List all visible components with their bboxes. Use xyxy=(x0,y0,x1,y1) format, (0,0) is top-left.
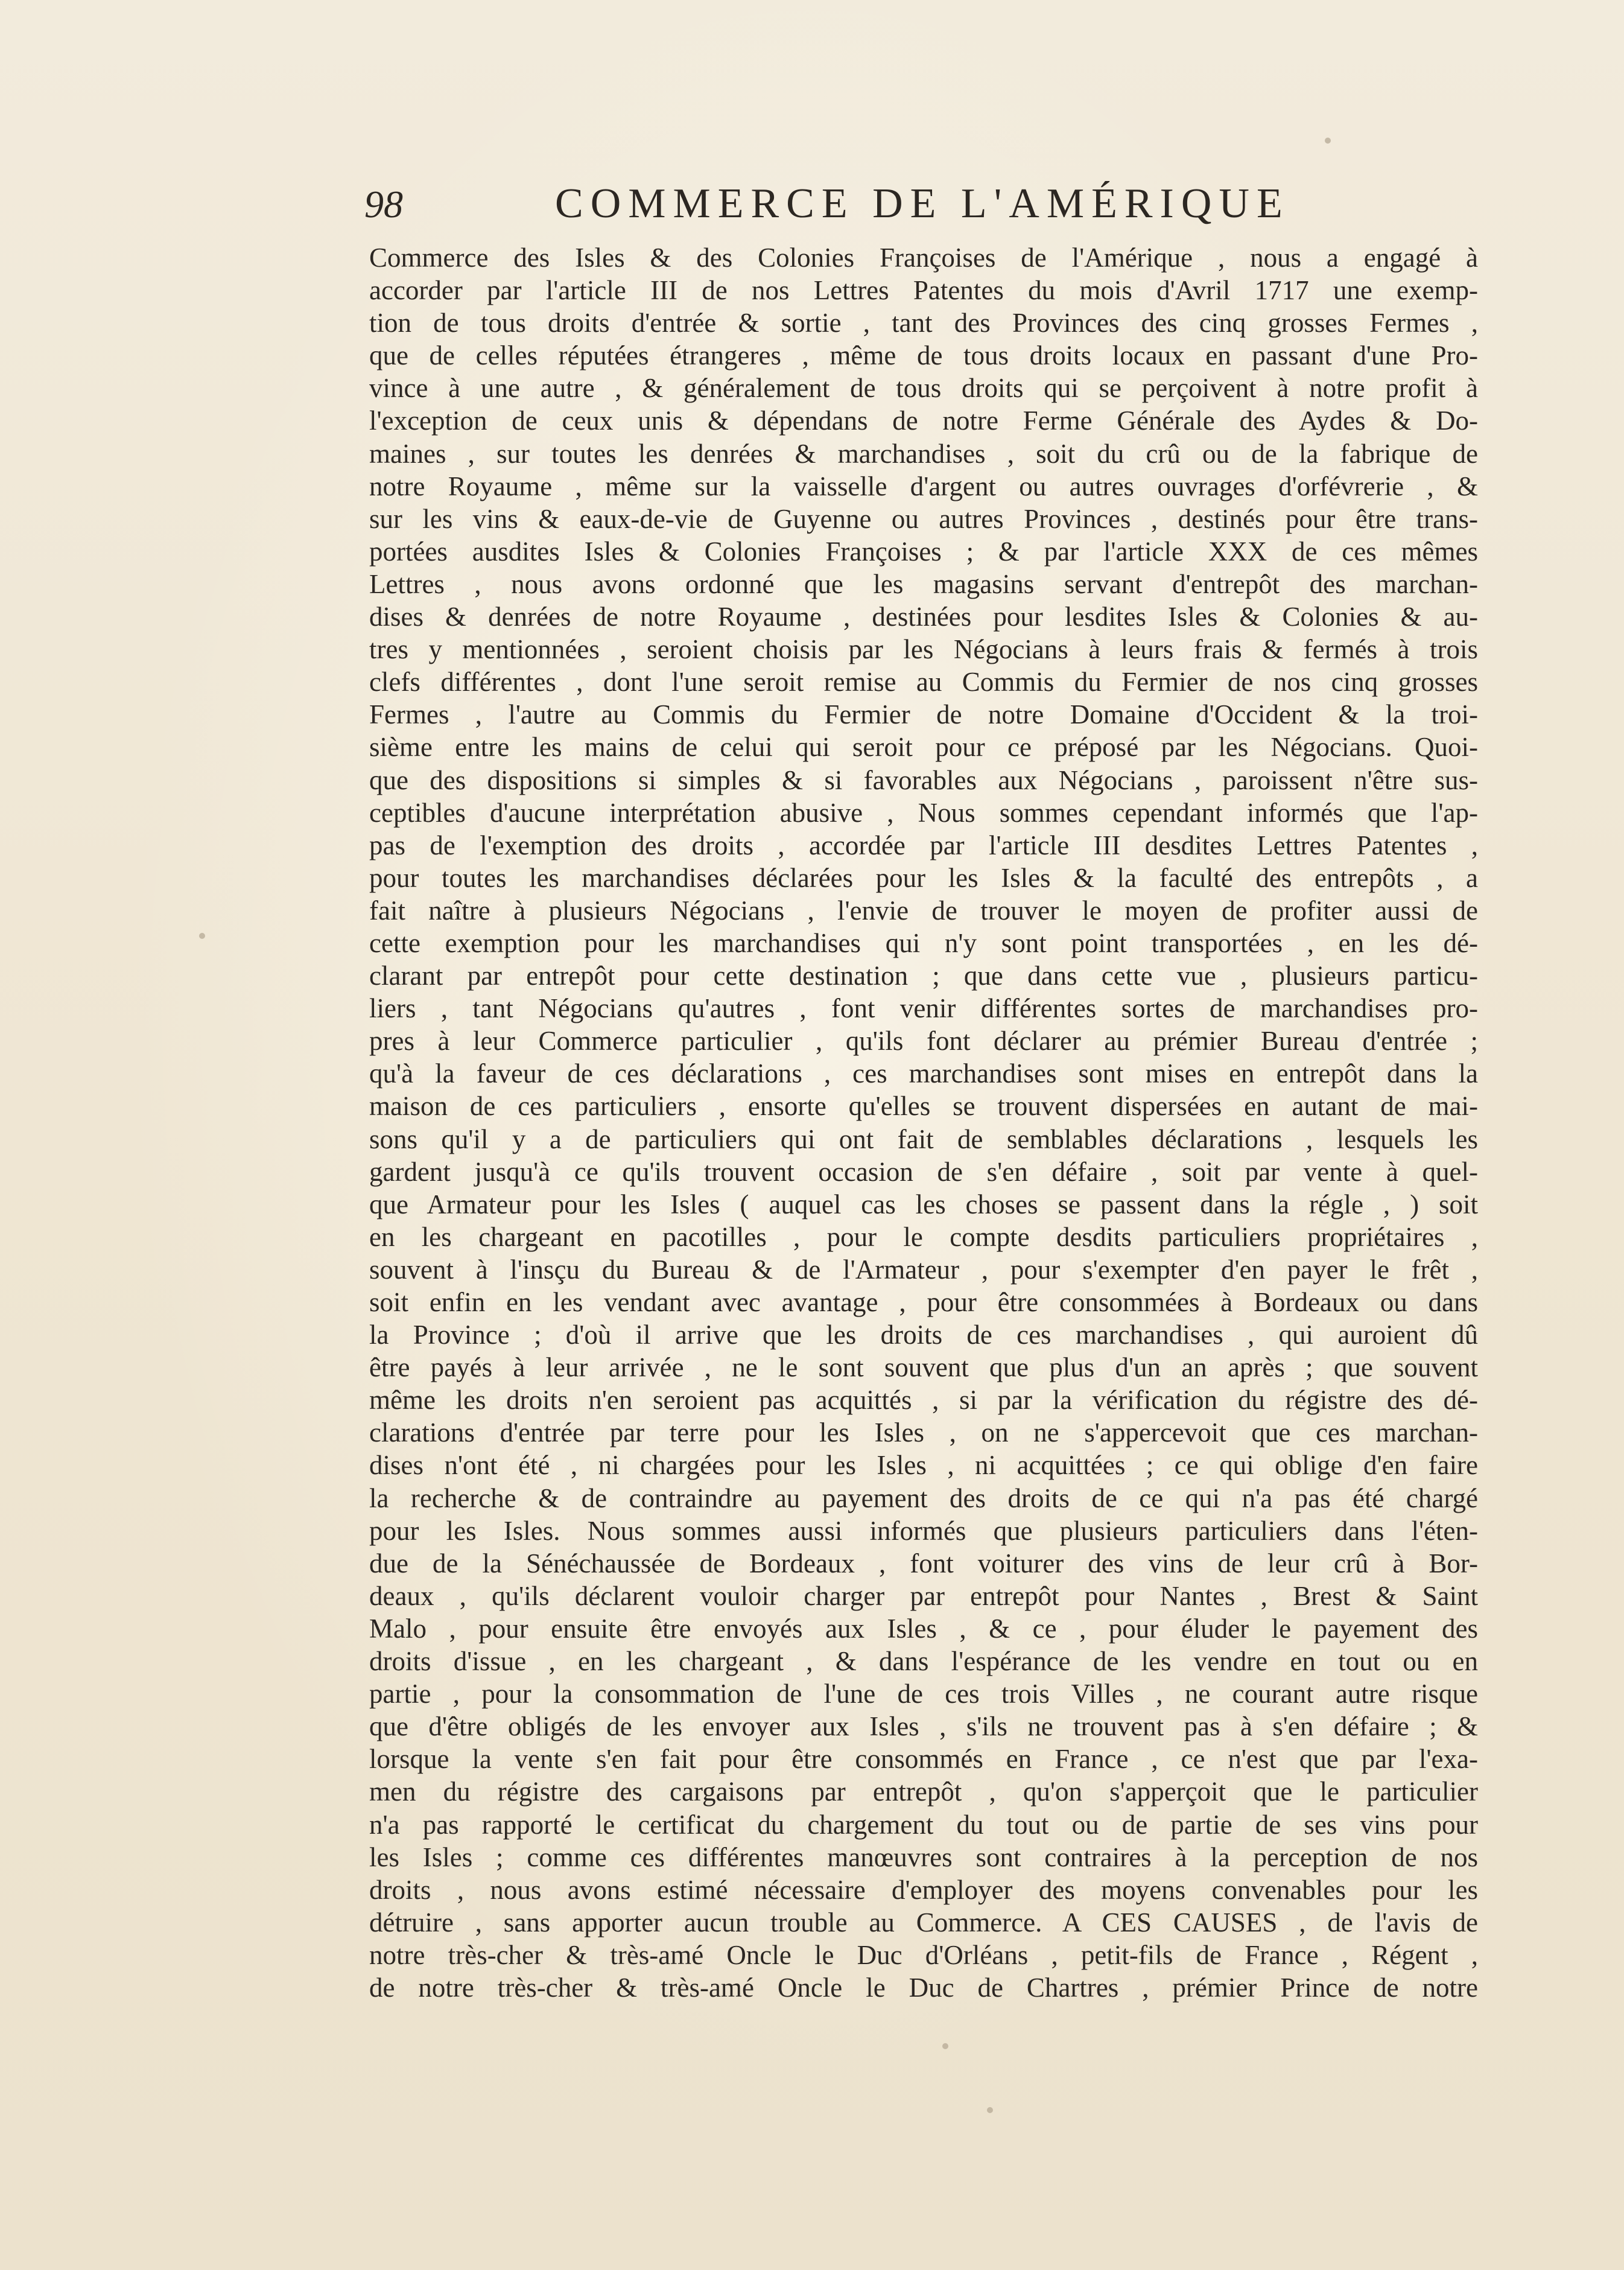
text-line: soit enfin en les vendant avec avantage , pour être consommées à Bordeaux ou dans xyxy=(369,1287,1478,1317)
text-line: gardent jusqu'à ce qu'ils trouvent occasion de s'en défaire , soit par vente à quel- xyxy=(369,1156,1478,1187)
text-line: sur les vins & eaux-de-vie de Guyenne ou autres Provinces , destinés pour être trans- xyxy=(369,503,1478,534)
text-line: tion de tous droits d'entrée & sortie , tant des Provinces des cinq grosses Fermes , xyxy=(369,308,1478,339)
text-line: ceptibles d'aucune interprétation abusive , Nous sommes cependant informés que l'ap- xyxy=(369,797,1478,828)
text-line: pas de l'exemption des droits , accordée par l'article III desdites Lettres Patentes , xyxy=(369,830,1478,860)
text-line: portées ausdites Isles & Colonies Françoises ; & par l'article XXX de ces mêmes xyxy=(369,536,1478,567)
text-line: deaux , qu'ils déclarent vouloir charger par entrepôt pour Nantes , Brest & Saint xyxy=(369,1580,1478,1611)
paper-speck xyxy=(1325,138,1331,144)
text-line: être payés à leur arrivée , ne le sont souvent que plus d'un an après ; que souvent xyxy=(369,1352,1478,1383)
text-line: liers , tant Négocians qu'autres , font venir différentes sortes de marchandises pro- xyxy=(369,993,1478,1024)
text-line: clefs différentes , dont l'une seroit remise au Commis du Fermier de nos cinq grosses xyxy=(369,667,1478,698)
text-line: accorder par l'article III de nos Lettres Patentes du mois d'Avril 1717 une exemp- xyxy=(369,275,1478,306)
text-line: sons qu'il y a de particuliers qui ont fait de semblables déclarations , lesquels les xyxy=(369,1124,1478,1154)
text-line: que Armateur pour les Isles ( auquel cas les choses se passent dans la régle , ) soit xyxy=(369,1189,1478,1219)
text-line: détruire , sans apporter aucun trouble au Commerce. A CES CAUSES , de l'avis de xyxy=(369,1907,1478,1938)
text-line: pres à leur Commerce particulier , qu'ils font déclarer au prémier Bureau d'entrée ; xyxy=(369,1026,1478,1057)
text-line: men du régistre des cargaisons par entrepôt , qu'on s'apperçoit que le particulier xyxy=(369,1776,1478,1807)
text-line: la Province ; d'où il arrive que les droits de ces marchandises , qui auroient dû xyxy=(369,1320,1478,1350)
text-line: dises n'ont été , ni chargées pour les Isles , ni acquittées ; ce qui oblige d'en faire xyxy=(369,1450,1478,1481)
text-line: Lettres , nous avons ordonné que les magasins servant d'entrepôt des marchan- xyxy=(369,568,1478,599)
text-line: maison de ces particuliers , ensorte qu'elles se trouvent dispersées en autant de mai- xyxy=(369,1091,1478,1122)
text-line: clarations d'entrée par terre pour les Isles , on ne s'appercevoit que ces marchan- xyxy=(369,1417,1478,1448)
text-line: Malo , pour ensuite être envoyés aux Isles , & ce , pour éluder le payement des xyxy=(369,1613,1478,1644)
body-text xyxy=(369,241,1478,2004)
text-line: que d'être obligés de les envoyer aux Isles , s'ils ne trouvent pas à s'en défaire ; & xyxy=(369,1711,1478,1742)
text-line: de notre très-cher & très-amé Oncle le Duc de Chartres , prémier Prince de notre xyxy=(369,1972,1478,2003)
text-line: Commerce des Isles & des Colonies Françoises de l'Amérique , nous a engagé à xyxy=(369,243,1478,273)
text-line: pour les Isles. Nous sommes aussi informés que plusieurs particuliers dans l'éten- xyxy=(369,1515,1478,1546)
text-line: droits , nous avons estimé nécessaire d'employer des moyens convenables pour les xyxy=(369,1874,1478,1905)
text-line: cette exemption pour les marchandises qui n'y sont point transportées , en les dé- xyxy=(369,927,1478,958)
paper-speck xyxy=(987,2107,993,2113)
text-line: fait naître à plusieurs Négocians , l'envie de trouver le moyen de profiter aussi de xyxy=(369,895,1478,926)
paper-speck xyxy=(199,933,205,939)
text-line: les Isles ; comme ces différentes manœuvres sont contraires à la perception de nos xyxy=(369,1842,1478,1872)
text-line: Fermes , l'autre au Commis du Fermier de notre Domaine d'Occident & la troi- xyxy=(369,699,1478,730)
running-head: COMMERCE DE L'AMÉRIQUE xyxy=(555,180,1290,227)
text-line: notre très-cher & très-amé Oncle le Duc d'Orléans , petit-fils de France , Régent , xyxy=(369,1939,1478,1970)
text-line: même les droits n'en seroient pas acquittés , si par la vérification du régistre des dé- xyxy=(369,1385,1478,1416)
page-header xyxy=(356,175,1357,235)
page-number: 98 xyxy=(364,183,403,226)
text-line: la recherche & de contraindre au payement des droits de ce qui n'a pas été chargé xyxy=(369,1483,1478,1513)
text-line: l'exception de ceux unis & dépendans de notre Ferme Générale des Aydes & Do- xyxy=(369,405,1478,436)
paper-speck xyxy=(942,2043,948,2049)
text-line: clarant par entrepôt pour cette destination ; que dans cette vue , plusieurs particu- xyxy=(369,961,1478,991)
text-line: lorsque la vente s'en fait pour être consommés en France , ce n'est que par l'exa- xyxy=(369,1744,1478,1775)
text-line: due de la Sénéchaussée de Bordeaux , font voiturer des vins de leur crû à Bor- xyxy=(369,1548,1478,1579)
text-line: que de celles réputées étrangeres , même de tous droits locaux en passant d'une Pro- xyxy=(369,340,1478,371)
text-line: que des dispositions si simples & si favorables aux Négocians , paroissent n'être sus- xyxy=(369,765,1478,795)
text-line: pour toutes les marchandises déclarées pour les Isles & la faculté des entrepôts , a xyxy=(369,862,1478,893)
text-line: tres y mentionnées , seroient choisis par les Négocians à leurs frais & fermés à trois xyxy=(369,634,1478,665)
text-line: sième entre les mains de celui qui seroit pour ce préposé par les Négocians. Quoi- xyxy=(369,732,1478,763)
text-line: qu'à la faveur de ces déclarations , ces marchandises sont mises en entrepôt dans la xyxy=(369,1058,1478,1089)
text-line: notre Royaume , même sur la vaisselle d'argent ou autres ouvrages d'orfévrerie , & xyxy=(369,471,1478,501)
text-line: droits d'issue , en les chargeant , & dans l'espérance de les vendre en tout ou en xyxy=(369,1646,1478,1677)
text-line: partie , pour la consommation de l'une de ces trois Villes , ne courant autre risque xyxy=(369,1679,1478,1709)
text-line: maines , sur toutes les denrées & marchandises , soit du crû ou de la fabrique de xyxy=(369,438,1478,469)
text-line: vince à une autre , & généralement de tous droits qui se perçoivent à notre profit à xyxy=(369,373,1478,404)
text-line: dises & denrées de notre Royaume , destinées pour lesdites Isles & Colonies & au- xyxy=(369,602,1478,632)
text-line: en les chargeant en pacotilles , pour le compte desdits particuliers propriétaires , xyxy=(369,1221,1478,1252)
text-line: souvent à l'insçu du Bureau & de l'Armateur , pour s'exempter d'en payer le frêt , xyxy=(369,1254,1478,1285)
text-line: n'a pas rapporté le certificat du chargement du tout ou de partie de ses vins pour xyxy=(369,1809,1478,1840)
